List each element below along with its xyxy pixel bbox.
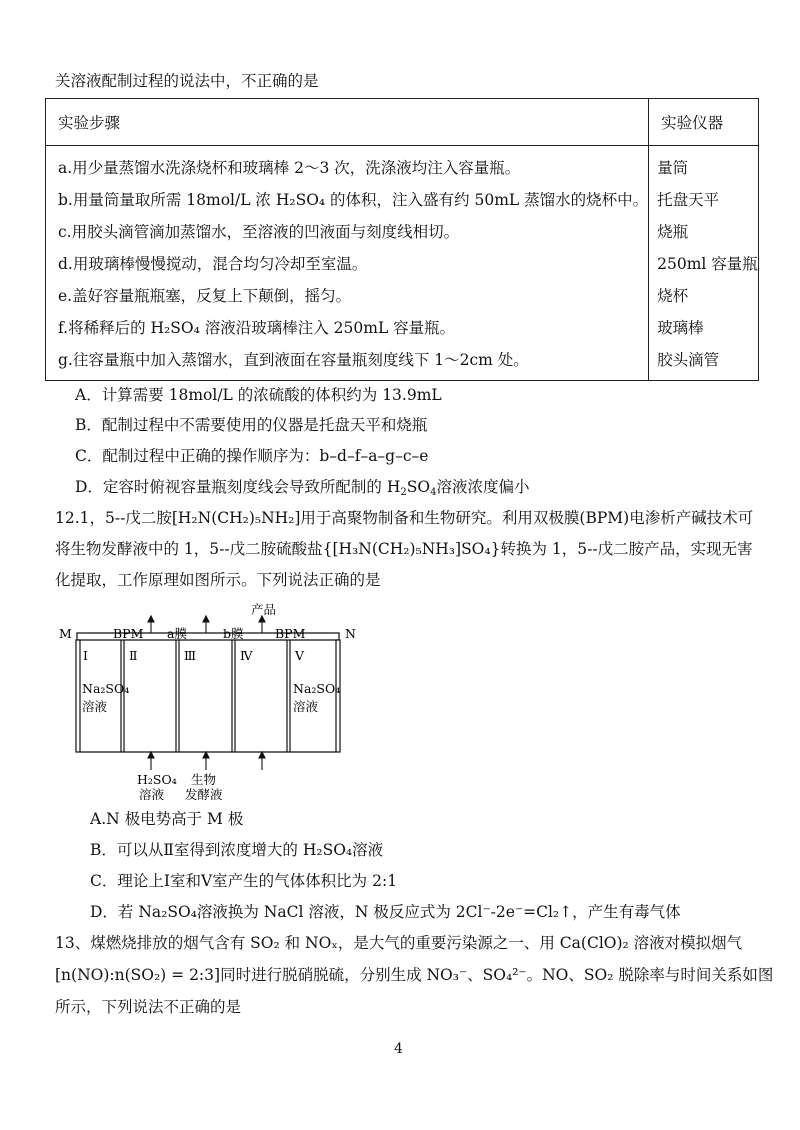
label-membrane-bpm-right: BPM [275, 626, 306, 641]
header-instruments: 实验仪器 [661, 114, 724, 132]
instrument-2: 托盘天平 [657, 191, 720, 209]
q13-line2: [n(NO):n(SO₂) = 2:3]同时进行脱硝脱硫，分别生成 NO₃⁻、SO₄²⁻。NO、SO₂ 脱除率与时间关系如图 [55, 966, 774, 984]
label-membrane-a: a膜 [167, 626, 187, 641]
instruments-list [649, 146, 759, 381]
instrument-4: 250ml 容量瓶 [657, 255, 758, 273]
q12-option-d: D．若 Na₂SO₄溶液换为 NaCl 溶液，N 极反应式为 2Cl⁻-2e⁻=Cl₂↑，产生有毒气体 [90, 903, 681, 921]
q11-option-d-sub: 2 [400, 487, 407, 498]
steps-table [45, 98, 759, 381]
header-steps: 实验步骤 [58, 114, 121, 132]
instrument-3: 烧瓶 [657, 223, 689, 241]
q11-intro: 关溶液配制过程的说法中，不正确的是 [55, 72, 319, 90]
step-c: c.用胶头滴管滴加蒸馏水，至溶液的凹液面与刻度线相切。 [58, 223, 460, 241]
q11-option-d-suffix: 溶液浓度偏小 [436, 478, 530, 496]
step-e: e.盖好容量瓶瓶塞，反复上下颠倒，摇匀。 [58, 287, 352, 305]
step-d: d.用玻璃棒慢慢搅动，混合均匀冷却至室温。 [58, 255, 368, 273]
chamber-2: Ⅱ [129, 648, 138, 663]
q12-line2: 将生物发酵液中的 1，5--戊二胺硫酸盐{[H₃N(CH₂)₅NH₃]SO₄}转换为 1，5--戊二胺产品，实现无害 [55, 540, 753, 558]
chamber-5: Ⅴ [295, 648, 305, 663]
instrument-6: 玻璃棒 [657, 319, 704, 337]
label-electrode-m: M [59, 626, 72, 641]
right-solution-formula: Na₂SO₄ [293, 681, 341, 696]
chamber-1: Ⅰ [83, 648, 88, 663]
q12-option-a: A.N 极电势高于 M 极 [90, 810, 244, 828]
electrodialysis-diagram [55, 600, 365, 800]
q12-line1: 12.1，5--戊二胺[H₂N(CH₂)₅NH₂]用于高聚物制备和生物研究。利用双极膜(BPM)电渗析产碱技术可 [55, 509, 754, 527]
header-steps-cell [46, 99, 649, 146]
label-product: 产品 [251, 602, 277, 617]
left-solution-formula: Na₂SO₄ [82, 681, 130, 696]
input-bio-1: 生物 [191, 772, 217, 787]
instrument-5: 烧杯 [657, 287, 689, 305]
label-electrode-n: N [345, 626, 356, 641]
steps-list [46, 146, 649, 381]
left-solution-label: 溶液 [82, 699, 108, 714]
q12-option-b: B．可以从Ⅱ室得到浓度增大的 H₂SO₄溶液 [90, 841, 384, 859]
step-f: f.将稀释后的 H₂SO₄ 溶液沿玻璃棒注入 250mL 容量瓶。 [58, 319, 456, 337]
q11-option-c: C．配制过程中正确的操作顺序为：b–d–f–a–g–c–e [75, 447, 429, 465]
step-g: g.往容量瓶中加入蒸馏水，直到液面在容量瓶刻度线下 1～2cm 处。 [58, 351, 529, 369]
instrument-1: 量筒 [657, 159, 689, 177]
q13-line1: 13、煤燃烧排放的烟气含有 SO₂ 和 NOₓ，是大气的重要污染源之一、用 Ca(ClO)₂ 溶液对模拟烟气 [55, 934, 743, 952]
right-solution-label: 溶液 [293, 699, 319, 714]
q11-option-d-sub2: 4 [430, 487, 437, 498]
chamber-4: Ⅳ [240, 648, 253, 663]
input-acid-label: 溶液 [139, 787, 165, 800]
input-bio-2: 发酵液 [185, 787, 223, 800]
header-instruments-cell [649, 99, 759, 146]
page-number: 4 [394, 1041, 403, 1057]
q11-option-d-mid: SO [406, 478, 431, 496]
instrument-7: 胶头滴管 [657, 351, 720, 369]
q12-line3: 化提取，工作原理如图所示。下列说法正确的是 [55, 571, 381, 589]
q11-option-d-prefix: D．定容时俯视容量瓶刻度线会导致所配制的 H [75, 478, 401, 496]
step-a: a.用少量蒸馏水洗涤烧杯和玻璃棒 2～3 次，洗涤液均注入容量瓶。 [58, 159, 521, 177]
step-b: b.用量筒量取所需 18mol/L 浓 H₂SO₄ 的体积，注入盛有约 50mL 蒸馏水的烧杯中。 [58, 191, 649, 209]
input-acid-formula: H₂SO₄ [137, 772, 177, 787]
q11-option-a: A．计算需要 18mol/L 的浓硫酸的体积约为 13.9mL [75, 386, 442, 404]
q13-line3: 所示，下列说法不正确的是 [55, 998, 242, 1016]
label-membrane-b: b膜 [223, 626, 244, 641]
q12-option-c: C．理论上Ⅰ室和Ⅴ室产生的气体体积比为 2:1 [90, 872, 398, 890]
q11-option-d [75, 476, 529, 498]
chamber-3: Ⅲ [184, 648, 197, 663]
q11-option-b: B．配制过程中不需要使用的仪器是托盘天平和烧瓶 [75, 416, 428, 434]
label-membrane-bpm-left: BPM [113, 626, 144, 641]
